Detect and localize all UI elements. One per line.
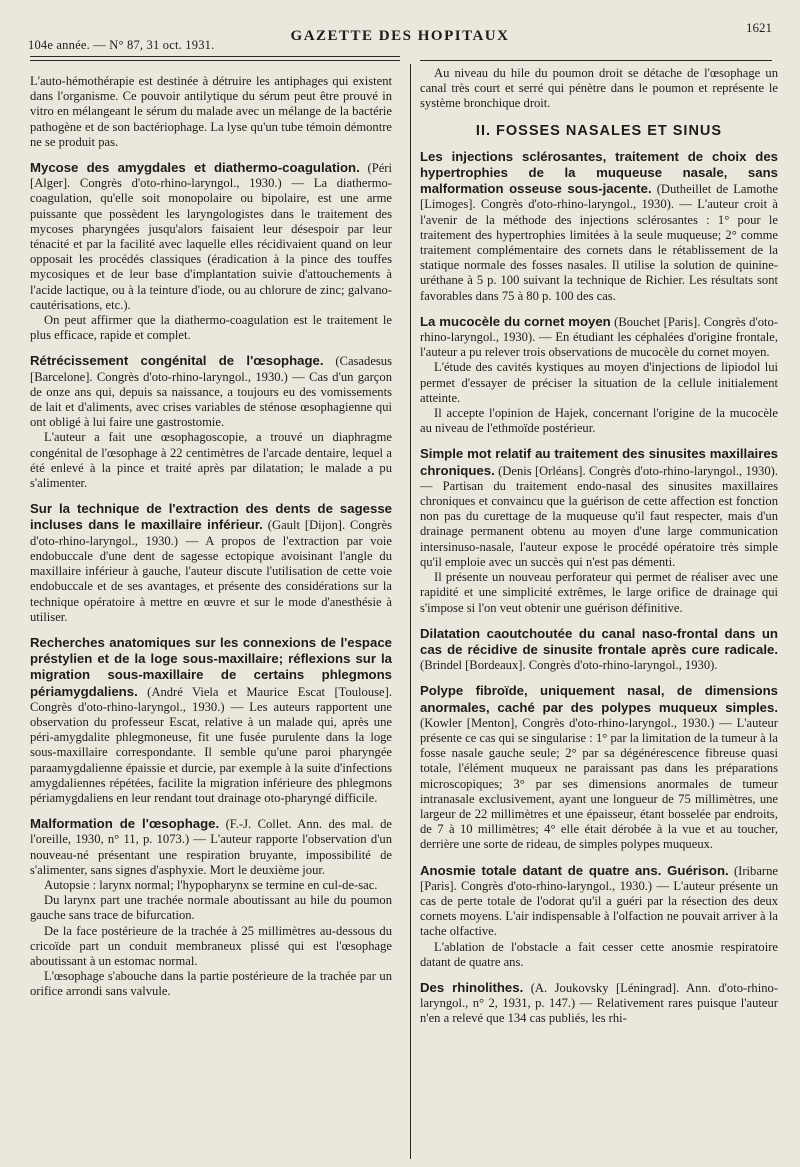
- column-divider: [410, 64, 411, 1159]
- article-dilatation: [420, 626, 778, 674]
- article-recherches-anatomiques: [30, 635, 392, 806]
- article-title: Polype fibroïde, uniquement nasal, de dimensions anormales, caché par des polypes muqueux simples.: [420, 683, 778, 715]
- article-body: En étudiant les céphalées d'origine frontale, l'auteur a pu relever trois observations de mucocèle du cornet moyen.: [420, 330, 778, 360]
- article-title: Recherches anatomiques sur les connexions de l'espace préstylien et de la loge sous-maxillaire; réflexions sur la migration sous-maxillaire de certains phlegmons périamygdaliens.: [30, 634, 392, 699]
- article-source: (André Viela et Maurice Escat [Toulouse]. Congrès d'oto-rhino-laryngol., 1930.) —: [30, 684, 392, 714]
- page-header: [28, 20, 772, 52]
- article-source: (Péri [Alger]. Congrès d'oto-rhino-laryngol., 1930.) —: [30, 161, 392, 191]
- article-title: Dilatation caoutchoutée du canal naso-frontal dans un cas de récidive de sinusite frontale après cure radicale.: [420, 625, 778, 657]
- article-body: Autopsie : larynx normal; l'hypopharynx se termine en cul-de-sac.: [44, 877, 378, 892]
- header-rule-left-2: [30, 60, 400, 61]
- article-body: L'ablation de l'obstacle a fait cesser cette anosmie respiratoire datant de quatre ans.: [420, 939, 778, 969]
- article-title: Les injections sclérosantes, traitement de choix des hypertrophies de la muqueuse nasale, sans malformation osseuse sous-jacente.: [420, 148, 778, 197]
- article-source: (Kowler [Menton], Congrès d'oto-rhino-laryngol., 1930.) —: [420, 715, 737, 730]
- article-body: Relativement rares puisque l'auteur n'en a relevé que 134 cas publiés, les rhi-: [420, 996, 778, 1026]
- article-body: Il accepte l'opinion de Hajek, concernant l'origine de la mucocèle au niveau de l'ethmoïde postérieur.: [420, 406, 778, 436]
- article-body: L'œsophage s'abouche dans la partie postérieure de la trachée par un orifice arrondi sans valvule.: [30, 969, 392, 999]
- article-title: Des rhinolithes.: [420, 979, 524, 995]
- article-title: Rétrécissement congénital de l'œsophage.: [30, 353, 324, 369]
- article-source: (Casadesus [Barcelone]. Congrès d'oto-rhino-laryngol., 1930.) —: [30, 354, 393, 384]
- article-malformation: [30, 816, 392, 999]
- article-title: La mucocèle du cornet moyen: [420, 313, 611, 329]
- article-source: (Dutheillet de Lamothe [Limoges]. Congrès d'oto-rhino-laryngol., 1930). —: [420, 182, 778, 212]
- intro-paragraph: L'auto-hémothérapie est destinée à détruire les antiphages qui existent dans l'organisme. Ce pouvoir antilytique du sérum peut être prouvé in vitro en mélangeant le sérum du malade avec un mélange de la bactérie pathogène et de son bactériophage. La lyse qu'un tube témoin démontre ne se produit pas.: [30, 74, 392, 149]
- article-body: On peut affirmer que la diathermo-coagulation est le traitement le plus efficace, rapide et complet.: [30, 313, 392, 343]
- article-sinusites: [420, 446, 778, 615]
- article-anosmie: [420, 863, 778, 970]
- article-title: Simple mot relatif au traitement des sinusites maxillaires chroniques.: [420, 446, 778, 478]
- article-body: L'auteur rapporte l'observation d'un nouveau-né présentant une respiration bruyante, impossibilité de s'alimenter, sans signes d'asphyxie. Mort le deuxième jour.: [30, 832, 393, 877]
- left-column: [30, 74, 392, 1000]
- continuation-paragraph: Au niveau du hile du poumon droit se détache de l'œsophage un canal très court et serré qui pénètre dans le poumon et représente le système bronchique droit.: [420, 66, 778, 111]
- article-dents-sagesse: [30, 501, 392, 625]
- article-source: (Gault [Dijon]. Congrès d'oto-rhino-laryngol., 1930.) —: [30, 518, 392, 548]
- article-body: Cas d'un garçon de onze ans qui, depuis sa naissance, a toujours eu des vomissements de lait et d'aliments, avec crises variables de sténose œsophagienne qui ont obligé à lui faire une gastrostomie.: [30, 369, 392, 430]
- article-injections: [420, 149, 778, 304]
- article-retrecissement: [30, 353, 392, 491]
- section-heading: II. FOSSES NASALES ET SINUS: [475, 122, 723, 139]
- article-mucocele: [420, 314, 778, 437]
- article-body: De la face postérieure de la trachée à 25 millimètres au-dessous du cricoïde part un conduit membraneux plissé qui est l'œsophage aboutissant à un estomac normal.: [30, 923, 392, 968]
- journal-title: GAZETTE DES HOPITAUX: [290, 28, 510, 44]
- article-body: L'auteur présente un cas de perte totale de l'odorat qu'il a guéri par la résection des deux cornets moyens. L'air indispensable à l'olfaction ne pouvait arriver à la tache olfactive.: [420, 878, 778, 939]
- article-title: Mycose des amygdales et diathermo-coagulation.: [30, 160, 360, 176]
- issue-info: 104e année. — N° 87, 31 oct. 1931.: [28, 38, 215, 52]
- page-number: 1621: [746, 20, 772, 35]
- article-body: L'auteur a fait une œsophagoscopie, a trouvé un diaphragme congénital de l'œsophage à 22 centimètres de l'arcade dentaire, lequel a été enlevé à la pince et traité après par dilatation; le malade a pu s'alimenter.: [30, 430, 392, 491]
- article-body: La diathermo-coagulation, qu'elle soit monopolaire ou bipolaire, est une arme puissante que possèdent les laryngologistes dans le traitement des mycoses pharyngées jusqu'alors faisaient leur désespoir par leur ténacité et par la facilité avec laquelle elles récidivaient quand on leur opposait les procédés classiques (éradication à la pince des touffes mycosiques et de leur base d'implantation suivie d'attouchements à l'acide lactique, ou à la teinture d'iode, ou au chlorure de zinc; galvano-cautérisations, etc.).: [30, 176, 392, 312]
- article-source: (Denis [Orléans]. Congrès d'oto-rhino-laryngol., 1930). —: [420, 463, 778, 493]
- article-source: (Iribarne [Paris]. Congrès d'oto-rhino-laryngol., 1930.) —: [420, 863, 778, 893]
- article-body: L'auteur croit à l'avenir de la méthode des injections sclérosantes : 1° pour le traitement des hypertrophies limitées à la seule muqueuse; 2° comme traitement complémentaire des cornets dans le rétablissement de la statique normale des fosses nasales. Il utilise la solution de quinine-uréthane à 5 p. 100 suivant la technique de Richier. Les résultats sont favorables dans 75 à 80 p. 100 des cas.: [420, 197, 778, 303]
- article-title: Malformation de l'œsophage.: [30, 816, 220, 832]
- article-body: L'auteur présente ce cas qui se singularise : 1° par la limitation de la tumeur à la fosse nasale gauche seule; 2° par sa dégénérescence fibreuse quasi totale, l'élément muqueux ne paraissant pas dans les préparations microscopiques; 3° par ses dimensions anormales de tumeur intranasale exclusivement, ayant une longueur de 75 millimètres, une largeur de 22 millimètres et une épaisseur, étant bosselée par endroits, de 7 à 10 millimètres; 4° elle était dérobée à la vue et au toucher, derrière une sorte de rideau, de simples polypes muqueux.: [420, 715, 778, 852]
- article-title: Sur la technique de l'extraction des dents de sagesse incluses dans le maxillaire inférieur.: [30, 501, 392, 533]
- header-rule-right: [420, 60, 772, 61]
- header-rule-left: [30, 56, 400, 57]
- article-body: Il présente un nouveau perforateur qui permet de réaliser avec une rapidité et une simplicité extrêmes, le large orifice de drainage qui s'impose si l'on veut obtenir une guérison définitive.: [420, 570, 778, 615]
- article-source: (F.-J. Collet. Ann. des mal. de l'oreille, 1930, n° 11, p. 1073.) —: [30, 817, 392, 847]
- article-body: Les auteurs rapportent une observation du professeur Escat, relative à un malade qui, après une péri-amygdalite phlegmoneuse, fit une fusée purulente dans la loge sous-maxillaire correspondante. Il semble qu'une paroi pharyngée paraamygdalienne épaissie et durcie, par exemple à la suite d'infections amygdaliennes répétées, facilite la migration inférieure des phlegmons périamygdaliens en leur rendant tout drainage oto-pharyngé difficile.: [30, 699, 393, 805]
- article-source: (Brindel [Bordeaux]. Congrès d'oto-rhino-laryngol., 1930).: [420, 658, 718, 673]
- article-body: L'étude des cavités kystiques au moyen d'injections de lipiodol lui permet d'essayer de préciser la situation de la cellule initialement atteinte.: [420, 360, 778, 405]
- article-source: (A. Joukovsky [Léningrad]. Ann. d'oto-rhino-laryngol., n° 2, 1931, p. 147.) —: [420, 980, 778, 1011]
- article-body: A propos de l'extraction par voie endobuccale d'une dent de sagesse ectopique avoisinant l'angle du maxillaire inférieur à gauche, l'auteur discute l'utilisation de cette voie endobuccale et de ses avantages, et présente des considérations sur la technique opératoire à mettre en œuvre et sur le mode d'anesthésie à utiliser.: [30, 533, 392, 624]
- article-body: Partisan du traitement endo-nasal des sinusites maxillaires chroniques et convaincu que la guérison de cette affection est fonction non pas du curettage de la muqueuse qu'il faut respecter, mais d'un drainage permanent obtenu au moyen d'une large communication intersinuso-nasale, l'auteur expose le procédé opératoire très simple qu'il emploie avec un succès qui n'est pas démenti.: [420, 478, 778, 569]
- article-title: Anosmie totale datant de quatre ans. Guérison.: [420, 862, 729, 878]
- article-source: (Bouchet [Paris]. Congrès d'oto-rhino-laryngol., 1930). —: [420, 314, 778, 345]
- right-column: [420, 66, 778, 1027]
- article-rhinolithes: [420, 980, 778, 1027]
- article-polype: [420, 683, 778, 852]
- article-mycose: [30, 160, 392, 343]
- article-body: Du larynx part une trachée normale aboutissant au hile du poumon gauche sans trace de bifurcation.: [30, 893, 392, 923]
